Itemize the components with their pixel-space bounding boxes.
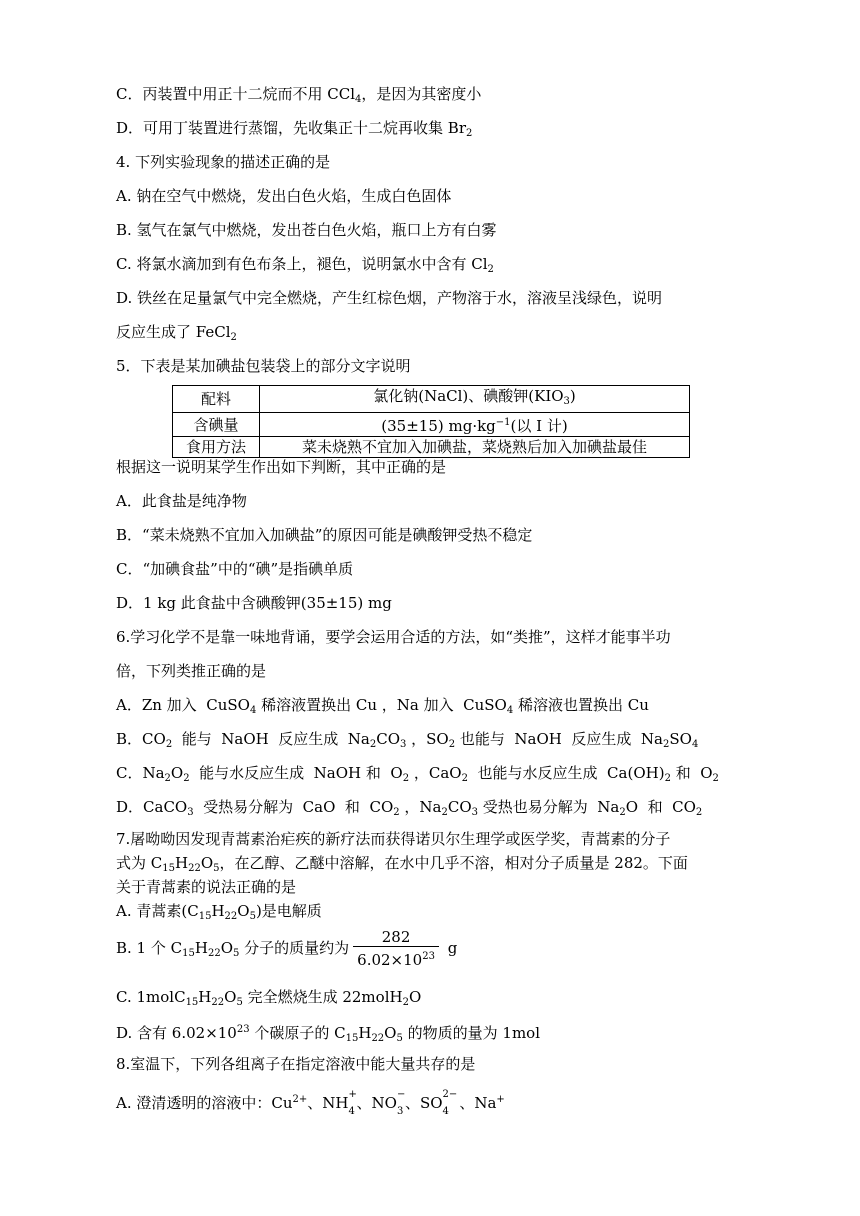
table-cell-iodine-value: (35±15) $mg\cdot kg^{-1}$(以 I 计): [260, 413, 690, 437]
q4-stem: 4. 下列实验现象的描述正确的是: [116, 153, 331, 171]
q7-option-c: C. $1molC_{15}H_{22}O_5$ 完全燃烧生成 22molH$_2$O: [116, 988, 422, 1008]
q5-option-a: A．此食盐是纯净物: [116, 492, 247, 510]
q5-option-b: B．“菜未烧熟不宜加入加碘盐”的原因可能是碘酸钾受热不稳定: [116, 526, 533, 544]
q6-option-b: B．$CO_2$ 能与 NaOH 反应生成 $Na_2CO_3$ ，$SO_2$ 也能与 NaOH 反应生成 $Na_2SO_4$: [116, 730, 699, 750]
q8-stem: 8.室温下，下列各组离子在指定溶液中能大量共存的是: [116, 1055, 476, 1073]
table-cell-ingredients-value: 氯化钠(NaCl)、碘酸钾$(KIO_3)$: [260, 386, 690, 413]
table-cell-ingredients-key: 配料: [173, 386, 260, 413]
table-cell-usage-value: 菜未烧熟不宜加入加碘盐，菜烧熟后加入加碘盐最佳: [260, 437, 690, 458]
q3-option-d: D．可用丁装置进行蒸馏，先收集正十二烷再收集 $Br_2$: [116, 119, 473, 139]
q6-stem-line2: 倍，下列类推正确的是: [116, 662, 267, 680]
q8-option-a: A. 澄清透明的溶液中：$Cu^{2+}$、NH + 4 、NO − 3 、SO 2− 4 、Na+: [116, 1089, 505, 1117]
q4-option-b: B. 氢气在氯气中燃烧，发出苍白色火焰，瓶口上方有白雾: [116, 221, 497, 239]
nitrate-ion: NO − 3: [371, 1089, 406, 1117]
q4-option-a: A. 钠在空气中燃烧，发出白色火焰，生成白色固体: [116, 187, 452, 205]
table-row: [173, 413, 690, 437]
q7-stem-line3: 关于青蒿素的说法正确的是: [116, 878, 297, 896]
q3-option-c: C．丙装置中用正十二烷而不用 CCl$_4$，是因为其密度小: [116, 85, 482, 105]
q5-stem: 5．下表是某加碘盐包装袋上的部分文字说明: [116, 357, 411, 375]
q6-option-d: D．CaCO$_3$ 受热易分解为 CaO 和 $CO_2$ ，$Na_2CO_3$ 受热也易分解为 $Na_2O$ 和 $CO_2$: [116, 798, 703, 818]
q6-stem-line1: 6.学习化学不是靠一味地背诵，要学会运用合适的方法，如“类推”，这样才能事半功: [116, 628, 671, 646]
table-row: [173, 386, 690, 413]
q7-option-b: B. 1 个 $C_{15}H_{22}O_5$ 分子的质量约为 $\frac{282}{6.02\times 10^{23}}$ g: [116, 928, 458, 969]
q7-stem-line2: 式为 $C_{15}H_{22}O_5$，在乙醇、乙醚中溶解，在水中几乎不溶，相对分子质量是 282。下面: [116, 854, 688, 874]
molar-mass-fraction: $\frac{282}{6.02\times 10^{23}}$: [353, 928, 439, 970]
q4-option-c: C. 将氯水滴加到有色布条上，褪色，说明氯水中含有 $Cl_2$: [116, 255, 494, 275]
q4-option-d-line1: D. 铁丝在足量氯气中完全燃烧，产生红棕色烟，产物溶于水，溶液呈浅绿色，说明: [116, 289, 663, 307]
salt-label-table: [172, 385, 690, 458]
q7-option-d: D. 含有 $6.02\times 10^{23}$ 个碳原子的 $C_{15}H_{22}O_5$ 的物质的量为 1mol: [116, 1024, 540, 1044]
table-cell-usage-key: 食用方法: [173, 437, 260, 458]
q4-option-d-line2: 反应生成了 FeCl$_2$: [116, 323, 237, 343]
table-row: [173, 437, 690, 458]
q5-after-table: 根据这一说明某学生作出如下判断，其中正确的是: [116, 458, 447, 476]
ammonium-ion: NH + 4: [322, 1089, 357, 1117]
table-cell-iodine-key: 含碘量: [173, 413, 260, 437]
q7-option-a: A. 青蒿素$(C_{15}H_{22}O_5)$是电解质: [116, 902, 322, 922]
q6-option-c: C．$Na_2O_2$ 能与水反应生成 NaOH 和 $O_2$ ，CaO$_2$ 也能与水反应生成 $Ca(OH)_2$ 和 $O_2$: [116, 764, 719, 784]
q5-option-d: D．1 kg 此食盐中含碘酸钾(35±15) mg: [116, 594, 392, 612]
q6-option-a: A．Zn 加入 CuSO$_4$ 稀溶液置换出 Cu ，Na 加入 CuSO$_4$ 稀溶液也置换出 Cu: [116, 696, 649, 716]
q7-stem-line1: 7.屠呦呦因发现青蒿素治疟疾的新疗法而获得诺贝尔生理学或医学奖，青蒿素的分子: [116, 830, 671, 848]
sulfate-ion: SO 2− 4: [419, 1089, 458, 1117]
q5-option-c: C．“加碘食盐”中的“碘”是指碘单质: [116, 560, 354, 578]
